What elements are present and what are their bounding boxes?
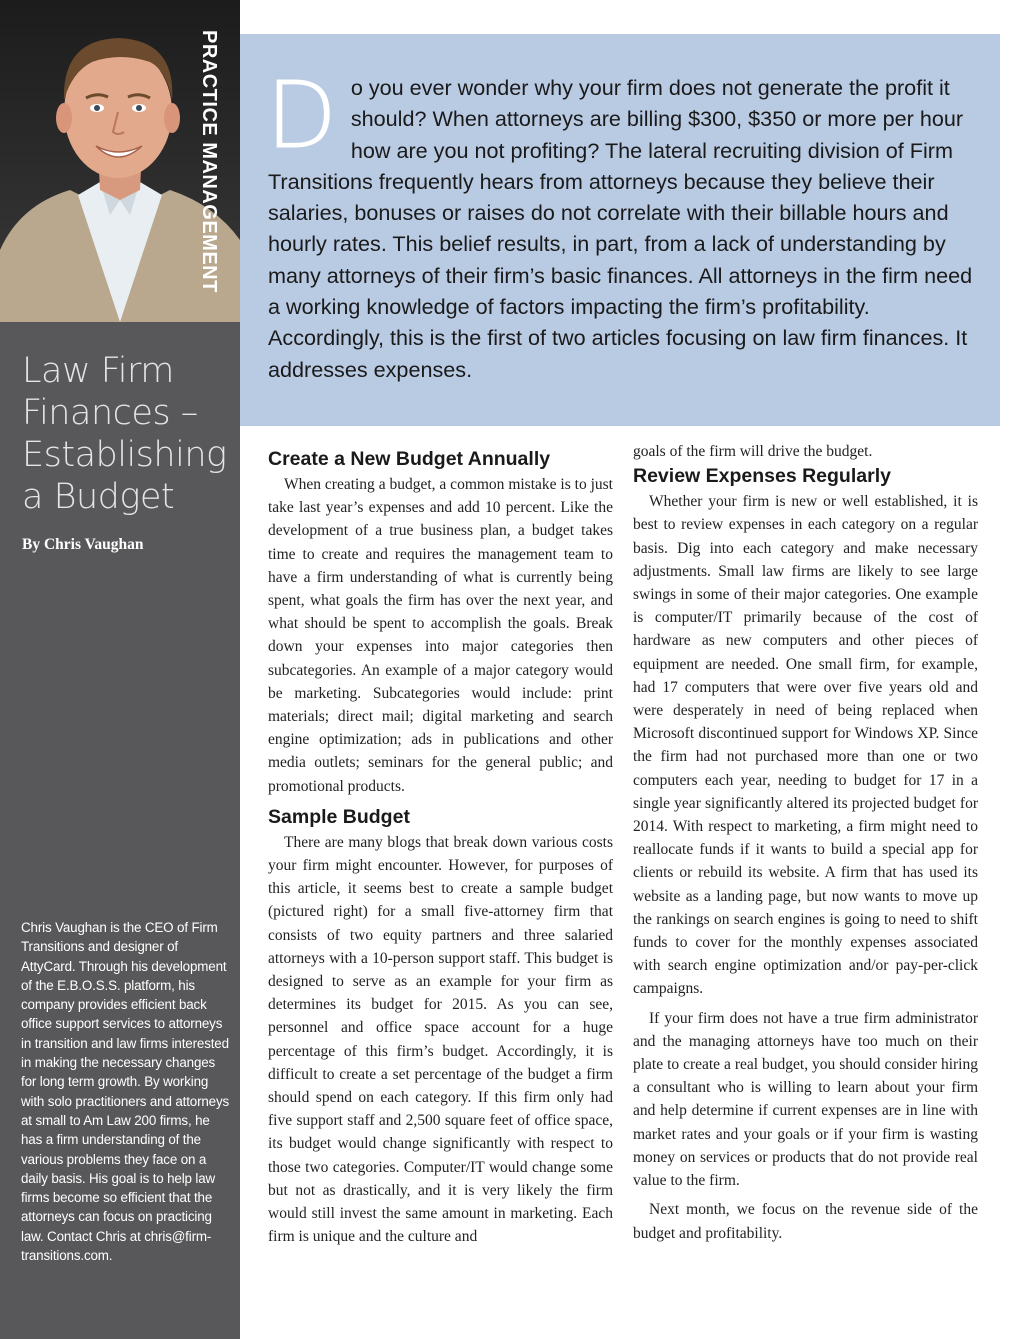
article-title — [22, 350, 232, 518]
title-line: Finances – — [22, 393, 198, 433]
drop-cap: D — [266, 62, 337, 169]
heading-sample-budget: Sample Budget — [268, 805, 410, 828]
title-line: Law Firm — [22, 351, 174, 391]
heading-review-expenses: Review Expenses Regularly — [633, 465, 891, 488]
title-line: Establishing — [22, 435, 227, 475]
intro-text: o you ever wonder why your firm does not generate the profit it should? When attorneys are billing $300, $350 or more per hour how are you not profiting? The lateral recruiting division of Firm Transitions frequently hears from attorneys because they believe their salaries, bonuses or raises do not correlate with their billable hours and hourly rates. This belief results, in part, from a lack of understanding by many attorneys of their firm’s basic finances. All attorneys in the firm need a working knowledge of factors impacting the firm’s profitability. Accordingly, this is the first of two articles focusing on law firm finances. It addresses expenses. — [268, 75, 973, 382]
title-line: a Budget — [22, 477, 175, 517]
article-column-left — [268, 446, 613, 1249]
paragraph: There are many blogs that break down various costs your firm might encounter. However, for purposes of this article, it seems best to create a sample budget (pictured right) for a small five-attorney firm that consists of two equity partners and three salaried attorneys with a 10-person support staff. This budget is designed to serve as an example for your firm as determines its budget for 2015. As you can see, personnel and office space account for a huge percentage of this firm’s budget. Accordingly, it is difficult to create a set percentage of the budget a firm should spend on each category. If this firm only had five support staff and 2,500 square feet of office space, its budget would change significantly with respect to those two categories. Computer/IT would change some but not as drastically, and it is very likely the firm would still invest the same amount in marketing. Each firm is unique and the culture and — [268, 833, 613, 1246]
author-bio: Chris Vaughan is the CEO of Firm Transitions and designer of AttyCard. Through his development of the E.B.O.S.S. platform, his company provides efficient back office support services to attorneys in transition and law firms interested in making the necessary changes for long term growth. By working with solo practitioners and attorneys at small to Am Law 200 firms, he has a firm understanding of the various problems they face on a daily basis. His goal is to help law firms become so efficient that the attorneys can focus on practicing law. Contact Chris at chris@firm-transitions.com. — [21, 920, 230, 1264]
article-column-right — [633, 440, 978, 1245]
intro-text-block — [266, 62, 980, 385]
section-label: PRACTICE MANAGEMENT — [198, 30, 220, 293]
paragraph: Next month, we focus on the revenue side of the budget and profitability. — [633, 1201, 978, 1242]
sidebar — [0, 0, 240, 1339]
paragraph: If your firm does not have a true firm administrator and the managing attorneys have too much on their plate to create a real budget, you should consider hiring a consultant who is willing to learn about your firm and help determine if current expenses are in line with market rates and your goals or if your firm is wasting money on services or products that do not provide real value to the firm. — [633, 1009, 978, 1190]
paragraph: goals of the firm will drive the budget. — [633, 443, 873, 460]
paragraph: Whether your firm is new or well established, it is best to review expenses in each category on a regular basis. Dig into each category and make necessary adjustments. Small law firms are likely to see large swings in some of their major categories. One example is computer/IT primarily because of the cost of hardware as new computers and other pieces of equipment are needed. One small firm, for example, had 17 computers that were over five years old and were desperately in need of being replaced when Microsoft discontinued support for Windows XP. Since the firm had not purchased more than one or two computers each year, needing to budget for 17 in a single year significantly altered its projected budget for 2014. With respect to marketing, a firm might need to reallocate funds if it wants to build a special app for clients or rebuild its website. A firm that has used its website as a landing page, but now wants to move up the rankings on search engines is going to need to shift funds to cover for the monthly expenses associated with search engine optimization and/or pay-per-click campaigns. — [633, 493, 978, 998]
intro-box — [240, 34, 1000, 426]
heading-budget: Create a New Budget Annually — [268, 448, 551, 470]
paragraph: When creating a budget, a common mistake is to just take last year’s expenses and add 10 percent. Like the development of a true business plan, a budget takes time to create and requires the management team to have a firm understanding of what is currently being spent, what goals the firm has over the next year, and what should be spent to accomplish the goals. Break down your expenses into major categories then subcategories. An example of a major category would be marketing. Subcategories would include: print materials; direct mail; digital marketing and search engine optimization; ads in publications and other media outlets; seminars for the general public; and promotional products. — [268, 476, 613, 795]
byline: By Chris Vaughan — [22, 536, 144, 553]
